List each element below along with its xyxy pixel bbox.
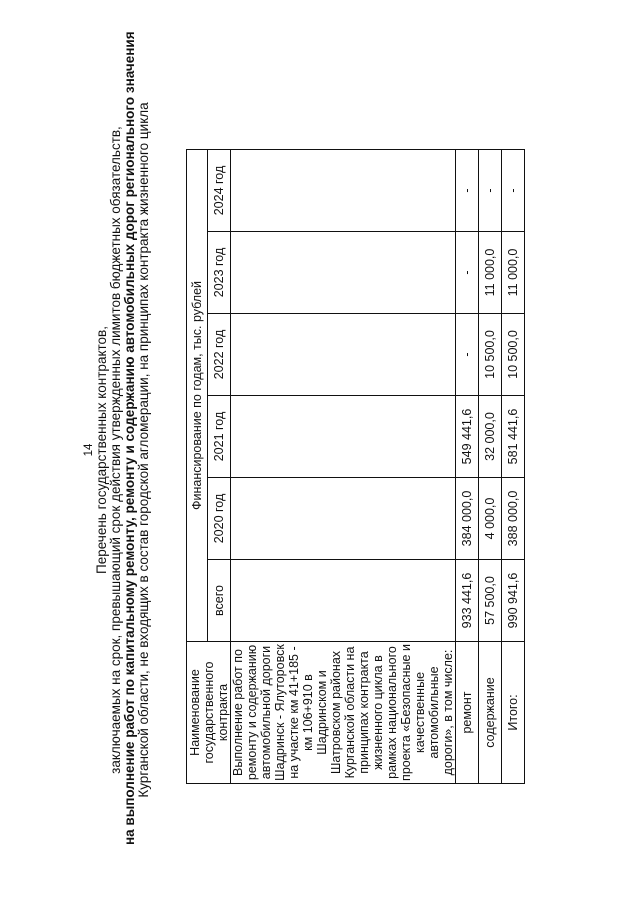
cell-2022: - <box>456 314 479 396</box>
cell-2020: 4 000,0 <box>479 478 502 560</box>
header-year-2021: 2021 год <box>208 396 231 478</box>
cell-2021: 549 441,6 <box>456 396 479 478</box>
cell-2021: 32 000,0 <box>479 396 502 478</box>
table-row <box>231 150 456 784</box>
cell-total: 933 441,6 <box>456 560 479 642</box>
header-total: всего <box>208 560 231 642</box>
cell-2021: 581 441,6 <box>502 396 525 478</box>
cell-2023: 11 000,0 <box>479 232 502 314</box>
title-line-1: Перечень государственных контрактов, <box>94 326 109 574</box>
cell-total: 990 941,6 <box>502 560 525 642</box>
header-year-2020: 2020 год <box>208 478 231 560</box>
cell-2024: - <box>502 150 525 232</box>
row-label: содержание <box>479 642 502 784</box>
document-title <box>94 31 151 845</box>
table-row <box>479 150 502 784</box>
cell-total: 57 500,0 <box>479 560 502 642</box>
contract-description: Выполнение работ по ремонту и содержанию автомобильной дороги Шадринск - Ялуторовск на участке км 41+185 - км 106+910 в Шадринском и Шатровском районах Курганской области на принципах контракта жизненного цикла в рамках национального проекта «Безопасные и качественные автомобильные дороги», в том числе: <box>231 642 456 784</box>
header-contract-name: Наименование государственного контракта <box>187 642 231 784</box>
table-row <box>456 150 479 784</box>
header-year-2024: 2024 год <box>208 150 231 232</box>
cell-2023: - <box>456 232 479 314</box>
cell-2022: 10 500,0 <box>502 314 525 396</box>
header-year-2022: 2022 год <box>208 314 231 396</box>
cell-2024: - <box>456 150 479 232</box>
header-financing: Финансирование по годам, тыс. рублей <box>187 150 208 642</box>
cell-2024: - <box>479 150 502 232</box>
cell-2020: 384 000,0 <box>456 478 479 560</box>
title-line-2: заключаемых на срок, превышающий срок действия утвержденных лимитов бюджетных обязательств, <box>108 126 123 774</box>
table-header-row <box>187 150 208 784</box>
row-label: Итого: <box>502 642 525 784</box>
cell-2020: 388 000,0 <box>502 478 525 560</box>
cell-2022: 10 500,0 <box>479 314 502 396</box>
page-number: 14 <box>83 443 95 457</box>
row-label: ремонт <box>456 642 479 784</box>
title-line-4: Курганской области, не входящих в состав городской агломерации, на принципах контракта жизненного цикла <box>136 102 151 798</box>
contracts-table <box>186 149 525 784</box>
header-year-2023: 2023 год <box>208 232 231 314</box>
table-row <box>502 150 525 784</box>
title-line-3: на выполнение работ по капитальному ремонту, ремонту и содержанию автомобильных дорог регионального значения <box>122 31 137 845</box>
cell-2023: 11 000,0 <box>502 232 525 314</box>
